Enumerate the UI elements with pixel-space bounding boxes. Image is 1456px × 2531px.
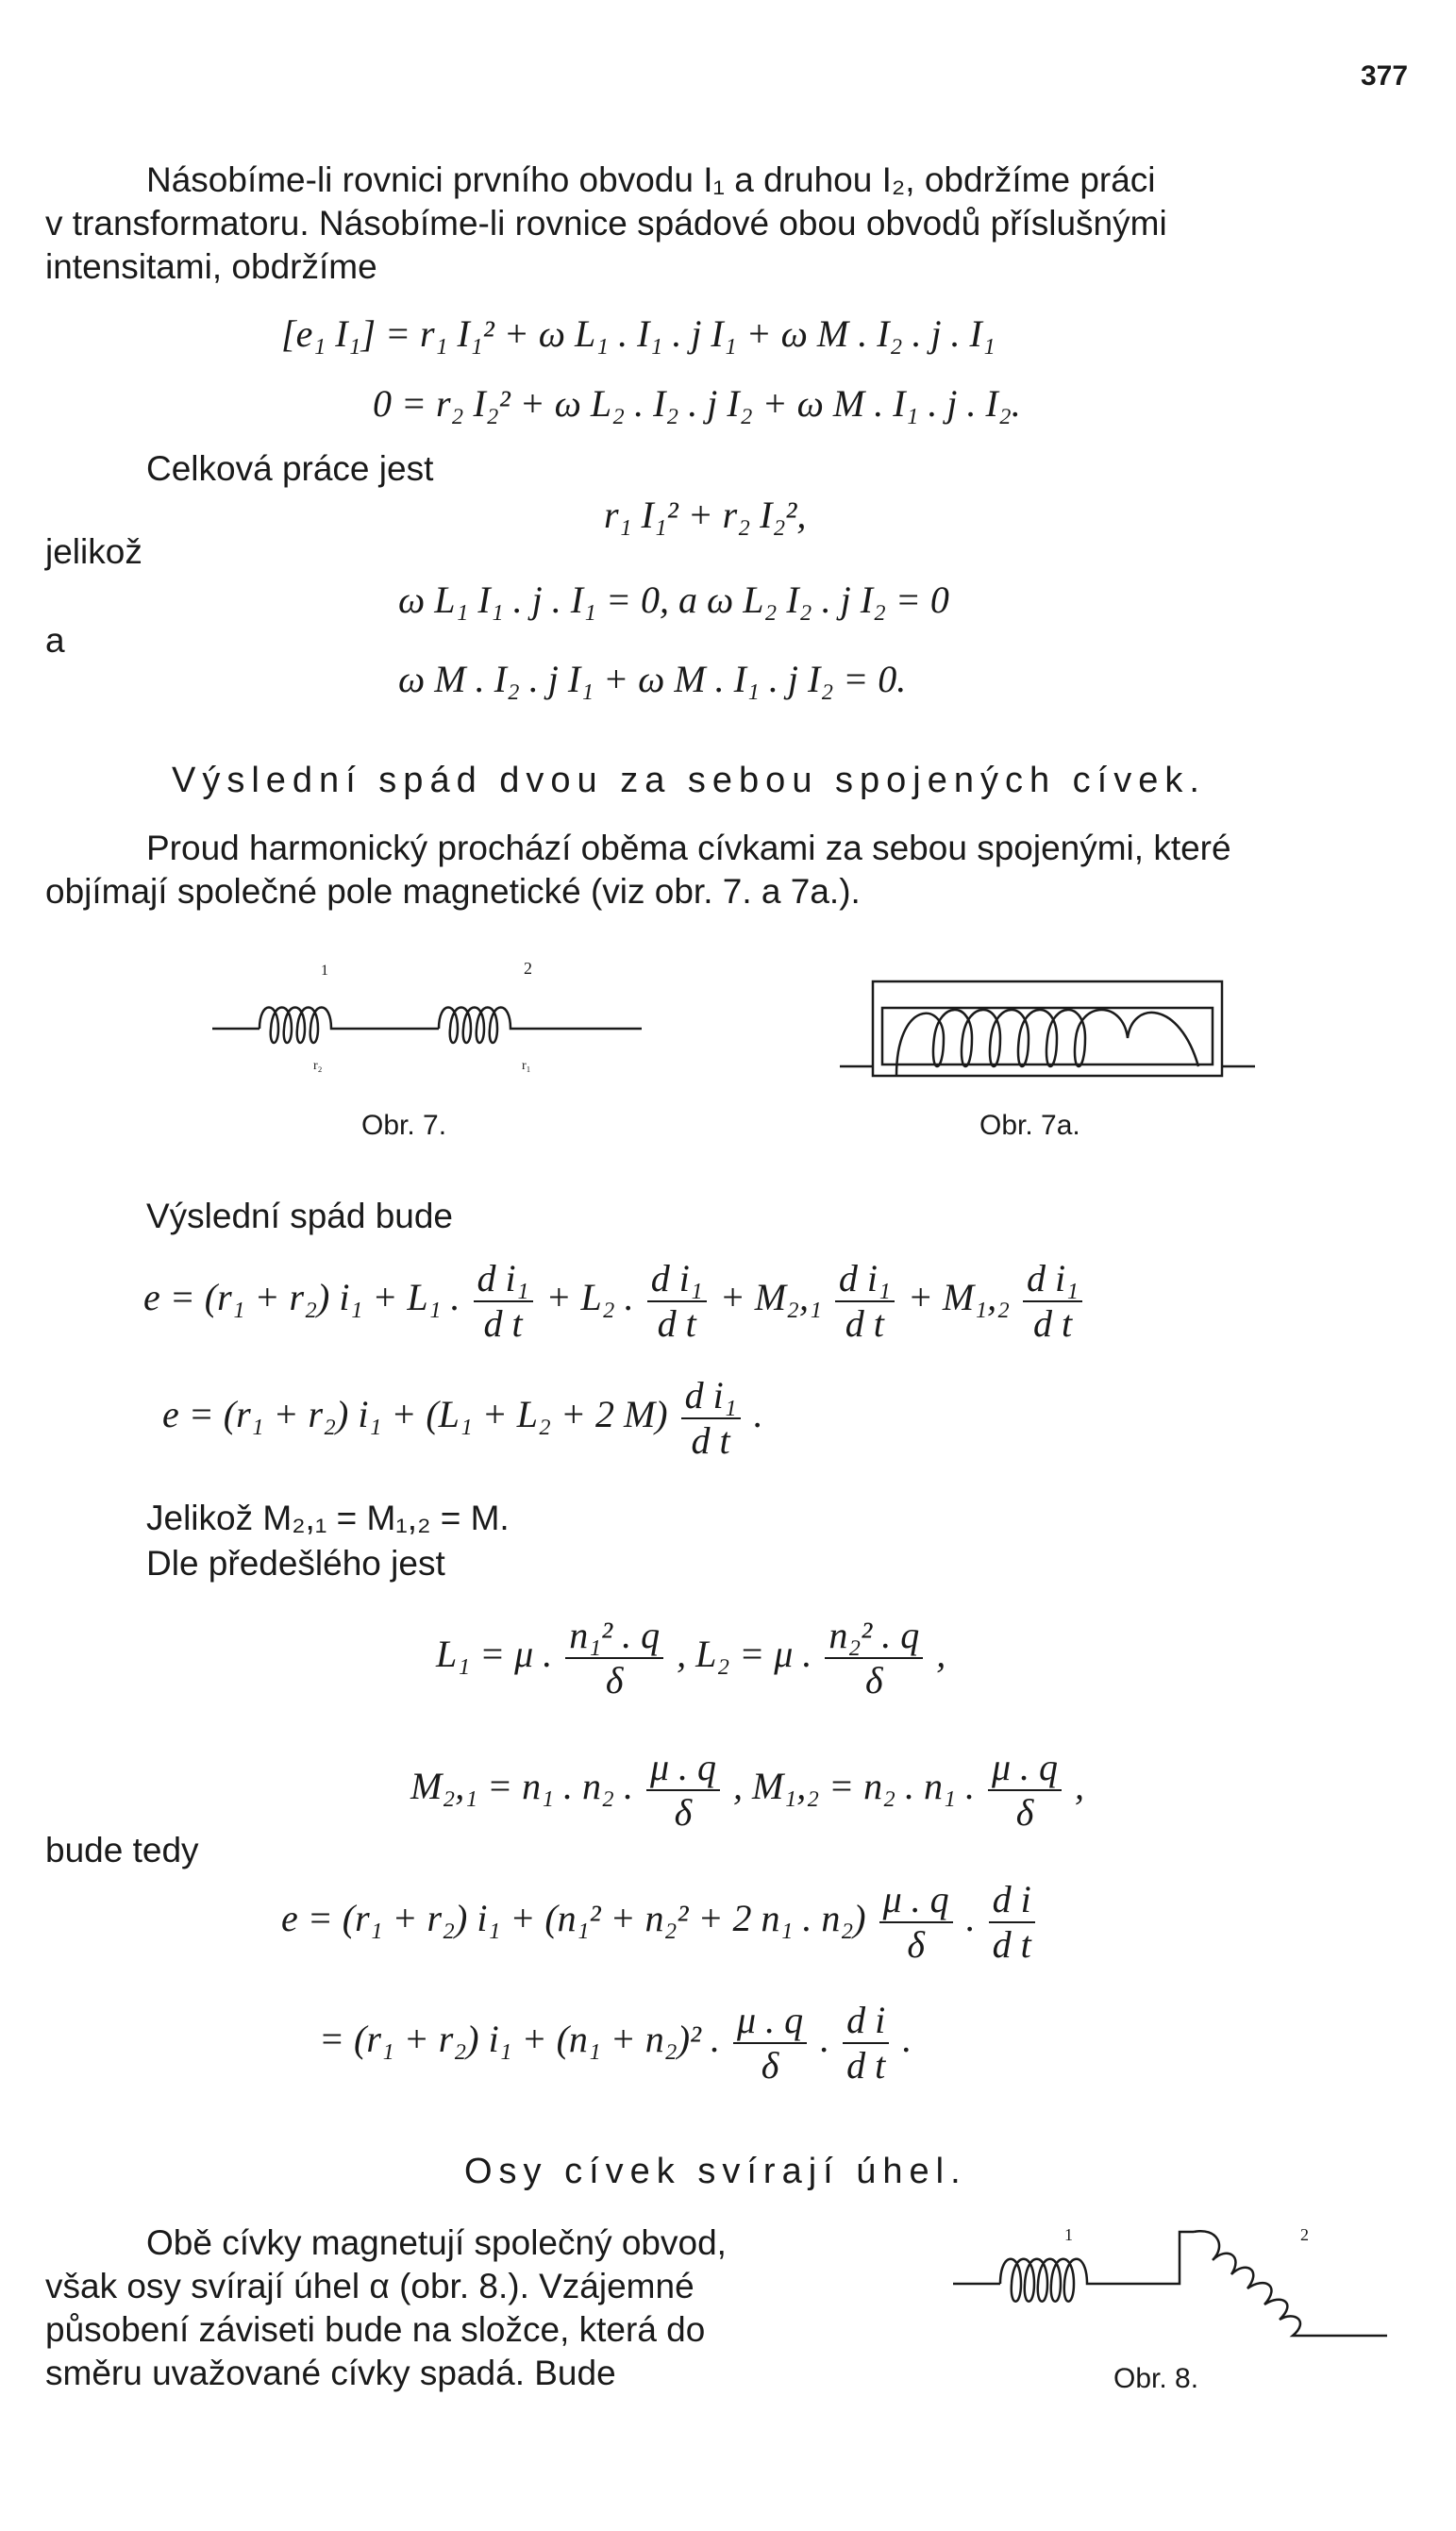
- paragraph-1-line-2: v transformatoru. Násobíme-li rovnice spádové obou obvodů příslušnými: [45, 204, 1167, 243]
- page-number: 377: [1361, 60, 1409, 92]
- figure-7-label-1: 1: [321, 963, 328, 979]
- equation-drop-turns: e = (r₁ + r₂) i₁ + (n₁² + n₂² + 2 n₁ . n₂) $\frac{\mu . q}{\delta}$ . $\frac{\text{d i}}{\text{d t}}$: [281, 1878, 1039, 1967]
- section-heading-angled-axes: Osy cívek svírají úhel.: [464, 2152, 967, 2191]
- eq6-fraction-2: $\frac{\text{d i₁}}{\text{d t}}$: [647, 1257, 707, 1346]
- equation-resulting-drop-expanded: [143, 1257, 1086, 1345]
- eq9-fraction-1: $\frac{\mu . q}{\delta}$: [646, 1746, 720, 1835]
- series-coils-drawing: [203, 963, 656, 1095]
- from-previous-label: Dle předešlého jest: [146, 1544, 445, 1583]
- figure-7a: [840, 972, 1255, 1085]
- paragraph-3-line-1: Obě cívky magnetují společný obvod,: [146, 2223, 727, 2262]
- angled-coils-drawing: [944, 2142, 1397, 2359]
- eq6-mid-2: + M₂,₁: [719, 1276, 822, 1319]
- common-core-coils-drawing: [840, 972, 1255, 1085]
- eq7-tail: .: [753, 1393, 763, 1436]
- figure-8-label-2: 2: [1300, 2225, 1309, 2244]
- equation-mutual-inductance: M₂,₁ = n₁ . n₂ . $\frac{\mu . q}{\delta}$ , M₁,₂ = n₂ . n₁ . $\frac{\mu . q}{\delta}$ ,: [410, 1746, 1085, 1834]
- figure-7-caption: Obr. 7.: [361, 1110, 447, 1141]
- equation-total-work: r₁ I₁² + r₂ I₂²,: [604, 494, 807, 536]
- equation-resulting-drop-combined: [162, 1374, 763, 1463]
- figure-7-label-2: 2: [524, 959, 532, 978]
- paragraph-1-line-1: Násobíme-li rovnici prvního obvodu I₁ a druhou I₂, obdržíme práci: [146, 160, 1156, 199]
- eq8-fraction-2: $\frac{\text{n₂² . q}}{\delta}$: [825, 1614, 923, 1702]
- eq6-fraction-3: $\frac{\text{d i₁}}{\text{d t}}$: [835, 1257, 895, 1346]
- total-work-label: Celková práce jest: [146, 449, 434, 488]
- eq11-fraction-1: $\frac{\mu . q}{\delta}$: [733, 1999, 807, 2087]
- paragraph-2-line-2: objímají společné pole magnetické (viz obr. 7. a 7a.).: [45, 872, 861, 911]
- since-mutual-equal: Jelikož M₂,₁ = M₁,₂ = M.: [146, 1499, 510, 1537]
- therefore-label: bude tedy: [45, 1831, 199, 1869]
- paragraph-2-line-1: Proud harmonický prochází oběma cívkami za sebou spojenými, které: [146, 829, 1231, 867]
- figure-7-label-r2: r₂: [313, 1059, 323, 1073]
- figure-8-caption: Obr. 8.: [1113, 2363, 1199, 2394]
- eq7-lhs: e = (r₁ + r₂) i₁ + (L₁ + L₂ + 2 M): [162, 1393, 668, 1436]
- figure-7a-caption: Obr. 7a.: [979, 1110, 1080, 1141]
- eq6-lhs: e = (r₁ + r₂) i₁ + L₁ .: [143, 1276, 460, 1319]
- eq8-fraction-1: $\frac{\text{n₁² . q}}{\delta}$: [565, 1614, 663, 1702]
- figure-8: [944, 2142, 1397, 2359]
- equation-mutual-zero: ω M . I₂ . j I₁ + ω M . I₁ . j I₂ = 0.: [398, 658, 907, 700]
- figure-7-label-r1: r₁: [522, 1059, 531, 1073]
- eq9-fraction-2: $\frac{\mu . q}{\delta}$: [988, 1746, 1062, 1835]
- paragraph-3-line-2: však osy svírají úhel α (obr. 8.). Vzájemné: [45, 2267, 695, 2305]
- equation-reactive-zero: ω L₁ I₁ . j . I₁ = 0, a ω L₂ I₂ . j I₂ = 0: [398, 578, 949, 621]
- equation-work-circuit-2: 0 = r₂ I₂² + ω L₂ . I₂ . j I₂ + ω M . I₁ . j . I₂.: [373, 382, 1021, 425]
- section-heading-series-coils: Výslední spád dvou za sebou spojených cívek.: [172, 761, 1206, 800]
- resulting-drop-label: Výslední spád bude: [146, 1197, 454, 1235]
- eq6-mid-1: + L₂ .: [545, 1276, 634, 1319]
- equation-drop-turns-squared: = (r₁ + r₂) i₁ + (n₁ + n₂)² . $\frac{\mu . q}{\delta}$ . $\frac{\text{d i}}{\text{d t}}$ .: [319, 1999, 912, 2087]
- paragraph-1-line-3: intensitami, obdržíme: [45, 247, 377, 286]
- equation-self-inductance: L₁ = μ . $\frac{\text{n₁² . q}}{\delta}$ , L₂ = μ . $\frac{\text{n₂² . q}}{\delta}$ ,: [436, 1614, 946, 1701]
- eq10-fraction-2: $\frac{\text{d i}}{\text{d t}}$: [989, 1878, 1035, 1967]
- equation-work-circuit-1: [e₁ I₁] = r₁ I₁² + ω L₁ . I₁ . j I₁ + ω M . I₂ . j . I₁: [281, 312, 996, 355]
- figure-7: [203, 959, 656, 1095]
- eq6-fraction-4: $\frac{\text{d i₁}}{\text{d t}}$: [1023, 1257, 1082, 1346]
- eq11-fraction-2: $\frac{\text{d i}}{\text{d t}}$: [843, 1999, 889, 2087]
- eq6-mid-3: + M₁,₂: [907, 1276, 1010, 1319]
- eq10-fraction-1: $\frac{\mu . q}{\delta}$: [879, 1878, 953, 1967]
- paragraph-3-line-3: působení záviseti bude na složce, která do: [45, 2310, 706, 2349]
- figure-8-label-1: 1: [1064, 2225, 1073, 2244]
- paragraph-3-line-4: směru uvažované cívky spadá. Bude: [45, 2354, 616, 2392]
- eq6-fraction-1: $\frac{\text{d i₁}}{\text{d t}}$: [474, 1257, 533, 1346]
- eq7-fraction: $\frac{\text{d i₁}}{\text{d t}}$: [681, 1374, 741, 1463]
- and-label: a: [45, 621, 65, 660]
- since-label: jelikož: [45, 532, 142, 571]
